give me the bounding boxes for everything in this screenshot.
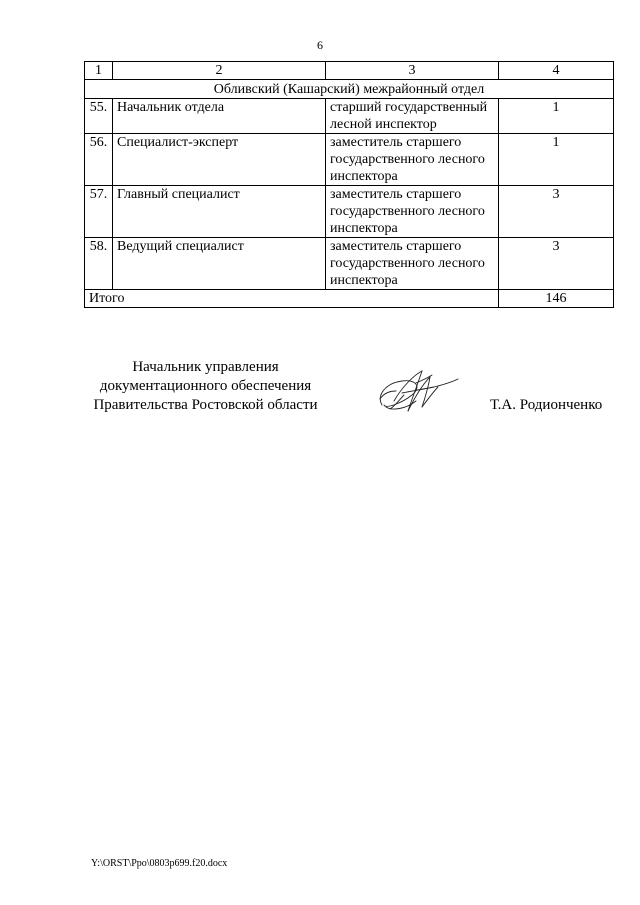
row-rank: заместитель старшего государственного лесного инспектора — [326, 186, 499, 238]
row-number: 56. — [85, 134, 113, 186]
total-label: Итого — [85, 290, 499, 308]
total-row — [85, 290, 614, 308]
header-col-3: 3 — [326, 62, 499, 80]
row-position: Главный специалист — [113, 186, 326, 238]
row-number: 55. — [85, 99, 113, 134]
row-position: Специалист-эксперт — [113, 134, 326, 186]
row-number: 58. — [85, 238, 113, 290]
row-count: 3 — [499, 238, 614, 290]
table-row — [85, 134, 614, 186]
row-number: 57. — [85, 186, 113, 238]
row-rank: старший государственный лесной инспектор — [326, 99, 499, 134]
signer-title-line: документационного обеспечения — [99, 378, 312, 394]
row-count: 3 — [499, 186, 614, 238]
header-col-1: 1 — [85, 62, 113, 80]
header-col-4: 4 — [499, 62, 614, 80]
row-rank: заместитель старшего государственного лесного инспектора — [326, 134, 499, 186]
table-row — [85, 238, 614, 290]
row-position: Начальник отдела — [113, 99, 326, 134]
table-row — [85, 99, 614, 134]
header-col-2: 2 — [113, 62, 326, 80]
section-title: Обливский (Кашарский) межрайонный отдел — [85, 80, 614, 99]
file-path: Y:\ORST\Ppo\0803p699.f20.docx — [91, 858, 228, 869]
signer-name: Т.А. Родионченко — [490, 397, 603, 413]
section-row — [85, 80, 614, 99]
handwritten-signature — [372, 365, 467, 425]
page-number: 6 — [317, 38, 323, 52]
row-count: 1 — [499, 99, 614, 134]
signer-title-line: Начальник управления — [132, 359, 279, 375]
table-header-row — [85, 62, 614, 80]
staff-table — [84, 61, 614, 308]
row-rank: заместитель старшего государственного лесного инспектора — [326, 238, 499, 290]
signer-title-line: Правительства Ростовской области — [93, 397, 318, 413]
row-position: Ведущий специалист — [113, 238, 326, 290]
signer-title — [88, 358, 323, 415]
total-value: 146 — [499, 290, 614, 308]
row-count: 1 — [499, 134, 614, 186]
table-row — [85, 186, 614, 238]
